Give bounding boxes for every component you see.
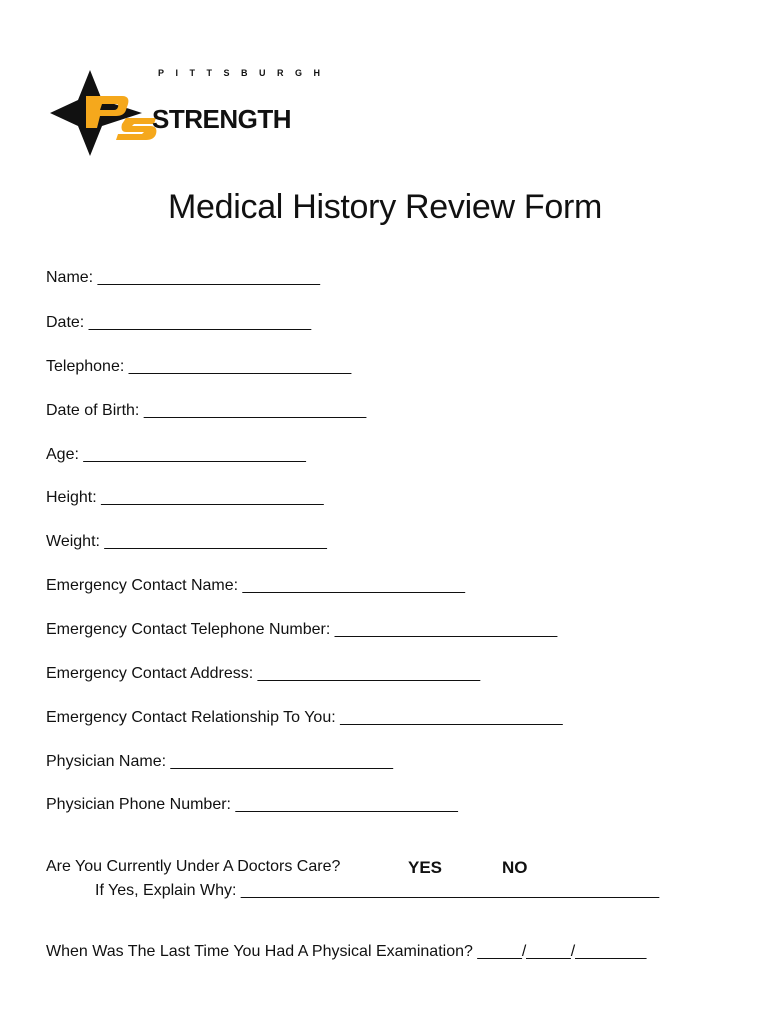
- field-blank[interactable]: _________________________: [334, 621, 558, 638]
- field-blank[interactable]: _________________________: [128, 358, 352, 375]
- physician-phone-field[interactable]: [46, 796, 458, 814]
- field-blank[interactable]: _________________________: [170, 753, 393, 770]
- field-label: Height:: [46, 489, 97, 506]
- field-blank[interactable]: _________________________: [97, 269, 321, 286]
- field-label: Weight:: [46, 533, 100, 550]
- height-field[interactable]: [46, 489, 324, 507]
- field-blank[interactable]: _________________________: [242, 577, 465, 594]
- date-blank[interactable]: _____/_____/________: [477, 943, 647, 960]
- field-label: If Yes, Explain Why:: [95, 882, 237, 899]
- field-blank[interactable]: _________________________: [340, 709, 563, 726]
- physician-name-field[interactable]: [46, 753, 393, 771]
- date-field[interactable]: [46, 314, 311, 332]
- date-of-birth-field[interactable]: [46, 402, 366, 420]
- field-label: Physician Phone Number:: [46, 796, 231, 813]
- field-blank[interactable]: _________________________: [101, 489, 324, 506]
- field-blank[interactable]: _________________________: [104, 533, 327, 550]
- field-label: Age:: [46, 446, 79, 463]
- yes-option[interactable]: YES: [408, 858, 443, 877]
- age-field[interactable]: [46, 446, 306, 464]
- field-label: Telephone:: [46, 358, 125, 375]
- field-blank[interactable]: _________________________: [88, 314, 312, 331]
- logo-prefix: PITTSBURGH: [158, 68, 332, 78]
- page-title: Medical History Review Form: [168, 188, 602, 226]
- weight-field[interactable]: [46, 533, 327, 551]
- field-blank[interactable]: _________________________: [235, 796, 458, 813]
- field-label: Emergency Contact Address:: [46, 665, 254, 682]
- logo: [50, 68, 332, 158]
- field-blank[interactable]: _________________________: [143, 402, 367, 419]
- field-label: Physician Name:: [46, 753, 167, 770]
- telephone-field[interactable]: [46, 358, 351, 376]
- emergency-contact-telephone-field[interactable]: [46, 621, 557, 639]
- emergency-contact-relationship-field[interactable]: [46, 709, 563, 727]
- no-option[interactable]: NO: [502, 858, 528, 877]
- field-label: Emergency Contact Name:: [46, 577, 239, 594]
- field-label: Name:: [46, 269, 94, 286]
- field-label: When Was The Last Time You Had A Physical Examination?: [46, 943, 473, 960]
- physical-exam-field[interactable]: [46, 943, 646, 961]
- explain-field[interactable]: [95, 882, 659, 900]
- emergency-contact-address-field[interactable]: [46, 665, 480, 683]
- name-field[interactable]: [46, 269, 320, 287]
- doctors-care-question: Are You Currently Under A Doctors Care?: [46, 858, 341, 875]
- field-label: Emergency Contact Telephone Number:: [46, 621, 331, 638]
- field-label: Emergency Contact Relationship To You:: [46, 709, 336, 726]
- ps-star-icon: [50, 68, 160, 158]
- field-blank[interactable]: _______________________________________________: [240, 882, 660, 899]
- emergency-contact-name-field[interactable]: [46, 577, 465, 595]
- logo-brand: STRENGTH: [152, 104, 291, 134]
- field-blank[interactable]: _________________________: [257, 665, 481, 682]
- field-blank[interactable]: _________________________: [83, 446, 306, 463]
- field-label: Date:: [46, 314, 85, 331]
- field-label: Date of Birth:: [46, 402, 140, 419]
